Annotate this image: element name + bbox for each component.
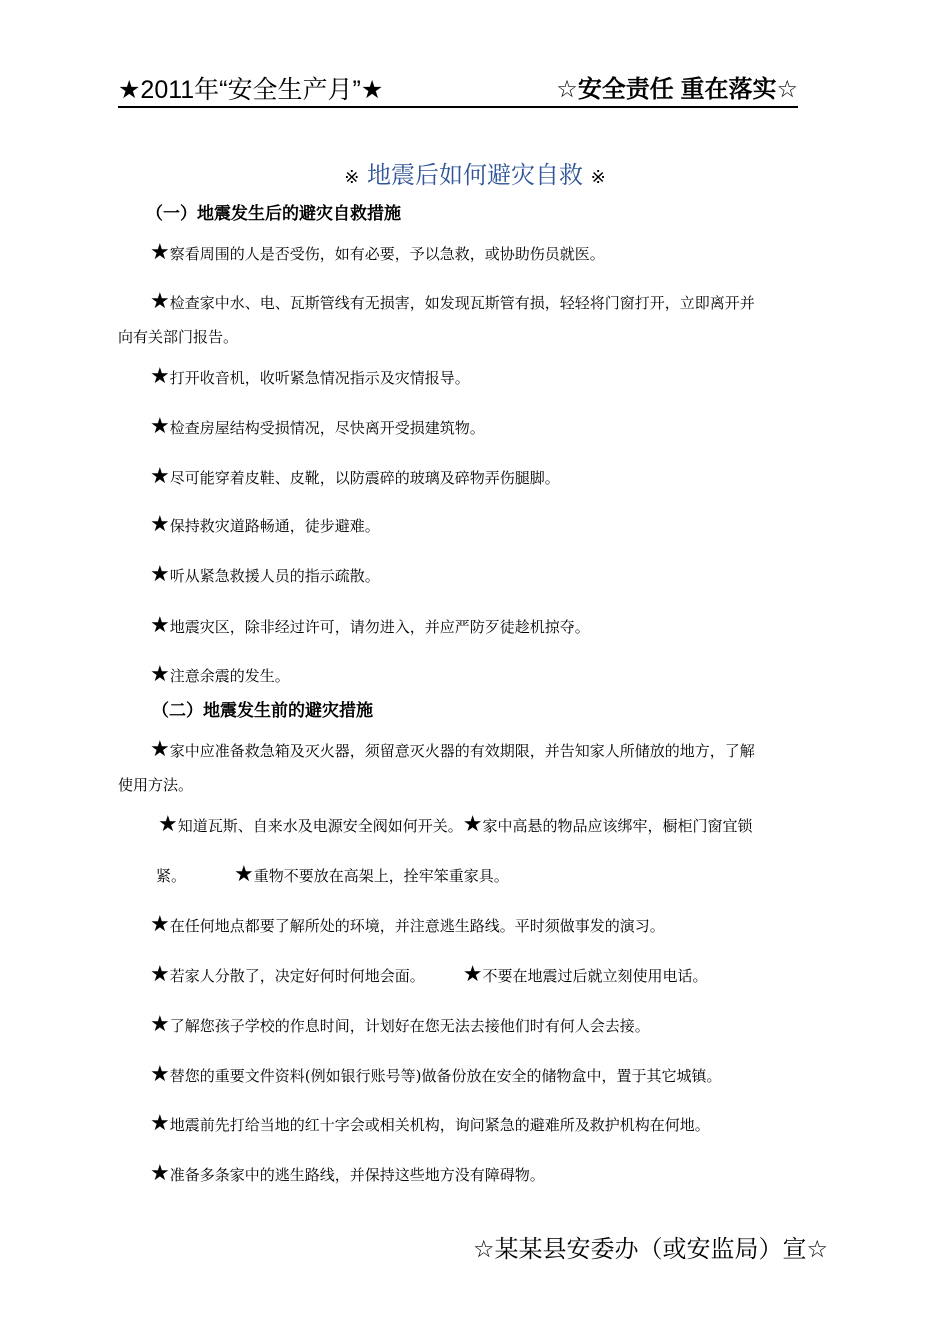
star-icon: ★	[150, 1062, 170, 1087]
star-icon: ★	[150, 240, 170, 265]
title-mark-left: ※	[344, 167, 360, 188]
page-title	[0, 158, 950, 195]
list-item: ★注意余震的发生。	[150, 662, 290, 687]
list-item: ★察看周围的人是否受伤，如有必要，予以急救，或协助伤员就医。	[150, 240, 605, 265]
star-icon: ★	[150, 512, 170, 537]
star-icon: ★	[150, 289, 170, 314]
title-mark-right: ※	[590, 167, 606, 188]
list-item: ★家中应准备救急箱及灭火器，须留意灭火器的有效期限，并告知家人所储放的地方，了解 使用方法。	[118, 737, 755, 794]
list-item: ★在任何地点都要了解所处的环境，并注意逃生路线。平时须做事发的演习。	[150, 912, 665, 937]
star-icon: ★	[462, 812, 483, 837]
star-icon: ★	[150, 662, 170, 687]
list-item: ★替您的重要文件资料(例如银行账号等)做备份放在安全的储物盒中，置于其它城镇。	[150, 1062, 722, 1087]
title-text: 地震后如何避灾自救	[367, 161, 583, 189]
list-item: ★打开收音机，收听紧急情况指示及灾情报导。	[150, 364, 470, 389]
list-item: ★了解您孩子学校的作息时间，计划好在您无法去接他们时有何人会去接。	[150, 1012, 650, 1037]
star-icon: ★	[158, 812, 178, 837]
star-icon: ★	[150, 1012, 170, 1037]
section-heading-before: （二）地震发生前的避灾措施	[152, 701, 373, 721]
star-icon: ★	[150, 962, 170, 987]
star-icon: ★	[150, 1161, 170, 1186]
star-icon: ★	[150, 414, 170, 439]
list-item: ★若家人分散了，决定好何时何地会面。 ★不要在地震过后就立刻使用电话。	[150, 962, 708, 987]
star-icon: ★	[150, 364, 170, 389]
header-left-slogan: ★2011年“安全生产月”★	[118, 76, 384, 104]
list-item: ★检查家中水、电、瓦斯管线有无损害，如发现瓦斯管有损，轻轻将门窗打开，立即离开并 向有关部门报告。	[118, 289, 755, 346]
star-icon: ★	[150, 737, 170, 762]
star-icon: ★	[150, 464, 170, 489]
list-item: 紧。 ★重物不要放在高架上，拴牢笨重家具。	[156, 862, 509, 887]
star-icon: ★	[150, 562, 170, 587]
list-item: ★检查房屋结构受损情况，尽快离开受损建筑物。	[150, 414, 485, 439]
star-icon: ★	[150, 912, 170, 937]
star-icon: ★	[234, 862, 254, 887]
list-item: ★地震灾区，除非经过许可，请勿进入，并应严防歹徒趁机掠夺。	[150, 613, 590, 638]
star-icon: ★	[150, 613, 170, 638]
header-right-slogan: ☆安全责任 重在落实☆	[556, 76, 798, 103]
section-heading-after: （一）地震发生后的避灾自救措施	[146, 204, 401, 224]
list-item: ★地震前先打给当地的红十字会或相关机构，询问紧急的避难所及救护机构在何地。	[150, 1111, 710, 1136]
list-item: ★准备多条家中的逃生路线，并保持这些地方没有障碍物。	[150, 1161, 545, 1186]
list-item: ★保持救灾道路畅通，徒步避难。	[150, 512, 380, 537]
list-item: ★听从紧急救援人员的指示疏散。	[150, 562, 380, 587]
star-icon: ★	[462, 962, 483, 987]
star-icon: ★	[150, 1111, 170, 1136]
list-item: ★知道瓦斯、自来水及电源安全阀如何开关。★家中高悬的物品应该绑牢，橱柜门窗宜锁	[158, 812, 753, 837]
list-item: ★尽可能穿着皮鞋、皮靴，以防震碎的玻璃及碎物弄伤腿脚。	[150, 464, 560, 489]
page-header	[118, 74, 798, 108]
footer-signature: ☆某某县安委办（或安监局）宣☆	[472, 1235, 828, 1263]
